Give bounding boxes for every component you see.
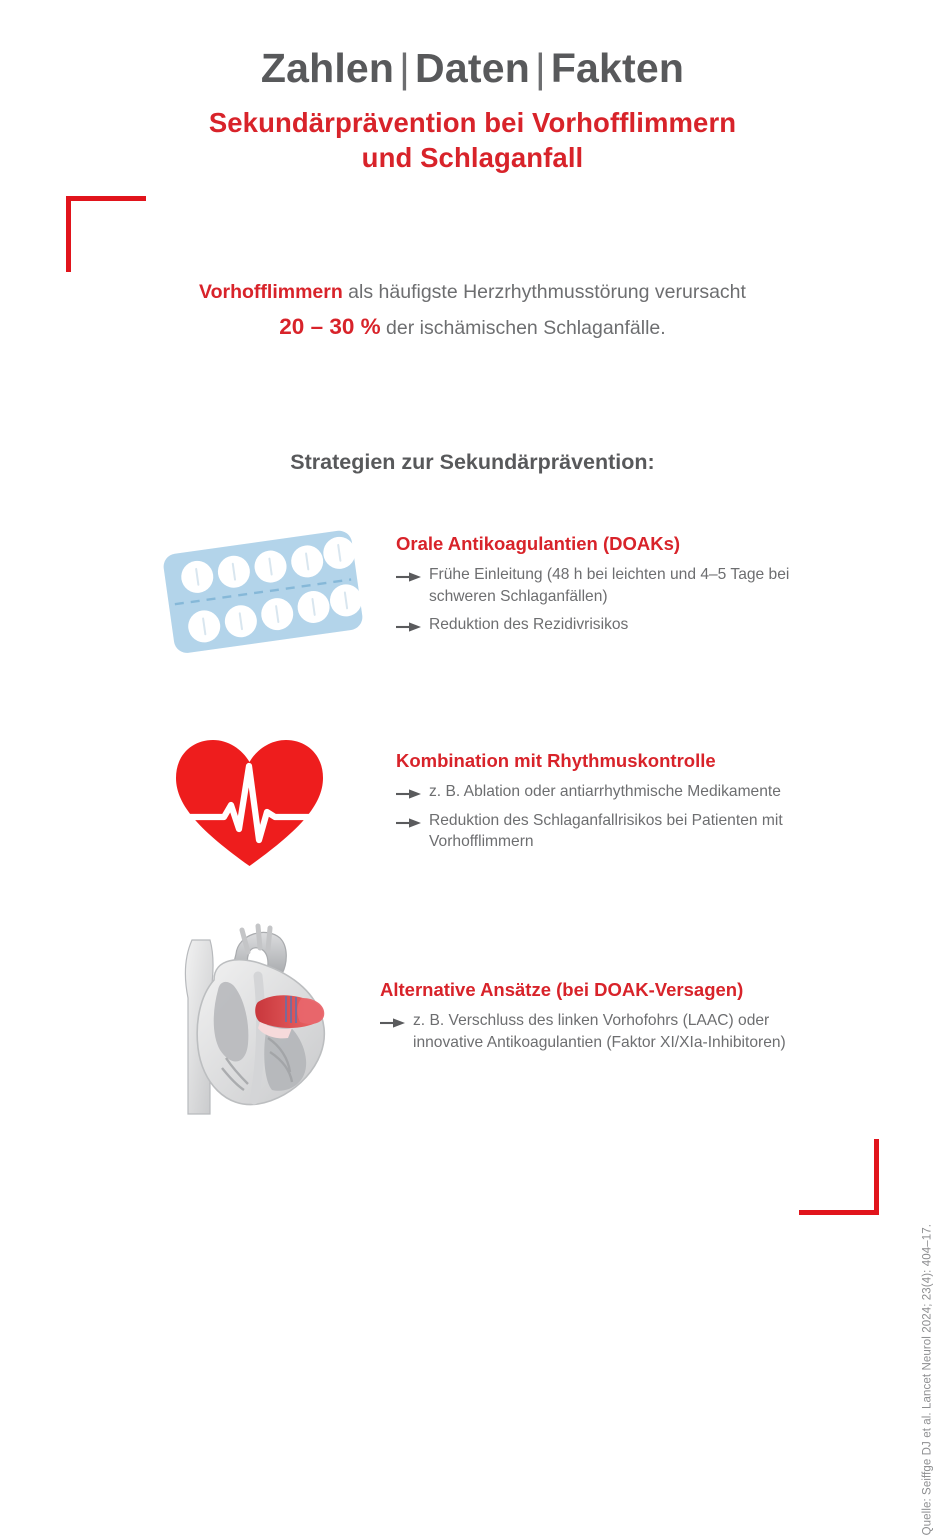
title-separator-2: | bbox=[534, 45, 546, 91]
strategy-title: Orale Antikoagulantien (DOAKs) bbox=[396, 533, 681, 554]
page-title-word-1: Zahlen bbox=[260, 45, 395, 91]
header bbox=[0, 46, 945, 176]
bracket-horizontal-bar bbox=[66, 196, 146, 201]
page-subtitle-line-1: Sekundärprävention bei Vorhofflimmern bbox=[208, 106, 737, 138]
arrow-right-icon bbox=[396, 572, 422, 582]
page-subtitle bbox=[0, 106, 945, 176]
intro-statement bbox=[0, 277, 945, 345]
strategy-title: Kombination mit Rhythmuskontrolle bbox=[396, 750, 716, 771]
arrow-right-icon bbox=[396, 789, 422, 799]
bracket-vertical-bar bbox=[66, 196, 71, 272]
arrow-right-icon bbox=[396, 622, 422, 632]
intro-line-2-text: der ischämischen Schlaganfälle. bbox=[380, 316, 666, 339]
corner-bracket-top-left bbox=[66, 196, 146, 272]
strategy-block-rhythm bbox=[0, 726, 945, 906]
strategy-text-doak bbox=[396, 532, 816, 636]
strategy-block-alternatives bbox=[0, 918, 945, 1138]
bullet-item bbox=[396, 781, 816, 803]
strategy-text-rhythm bbox=[396, 749, 816, 853]
bullet-text: Reduktion des Rezidivrisikos bbox=[429, 616, 629, 634]
blister-pack-icon bbox=[148, 524, 376, 665]
anatomical-heart-icon bbox=[162, 918, 362, 1128]
bullet-item bbox=[396, 564, 816, 607]
strategy-block-doak bbox=[0, 512, 945, 682]
bullet-text: z. B. Ablation oder antiarrhythmische Medikamente bbox=[429, 783, 781, 801]
page-title-word-2: Daten bbox=[415, 45, 530, 91]
intro-line-1-text: als häufigste Herzrhythmusstörung verursacht bbox=[342, 281, 746, 303]
bullet-item bbox=[380, 1010, 810, 1053]
arrow-right-icon bbox=[396, 818, 422, 828]
intro-line-2 bbox=[0, 309, 945, 345]
strategy-text-alternatives bbox=[380, 978, 810, 1053]
heart-pulse-icon bbox=[172, 732, 327, 877]
intro-line-1 bbox=[0, 277, 945, 309]
bullet-item bbox=[396, 614, 816, 636]
source-citation: Quelle: Seiffge DJ et al. Lancet Neurol 2024; 23(4): 404–17. bbox=[921, 1224, 933, 1535]
page-subtitle-line-2: und Schlaganfall bbox=[361, 141, 584, 173]
title-separator-1: | bbox=[399, 45, 411, 91]
intro-highlight-term: Vorhofflimmern bbox=[199, 281, 343, 303]
strategy-title: Alternative Ansätze (bei DOAK-Versagen) bbox=[380, 979, 744, 1000]
bullet-item bbox=[396, 810, 816, 853]
bracket-horizontal-bar bbox=[799, 1210, 879, 1215]
arrow-right-icon bbox=[380, 1018, 406, 1028]
bracket-vertical-bar bbox=[874, 1139, 879, 1215]
bullet-text: Reduktion des Schlaganfallrisikos bei Patienten mit Vorhofflimmern bbox=[429, 811, 783, 851]
bullet-text: z. B. Verschluss des linken Vorhofohrs (LAAC) oder innovative Antikoagulantien (Faktor XI/XIa-Inhibitoren) bbox=[413, 1012, 786, 1051]
intro-percentage: 20 – 30 % bbox=[279, 313, 381, 339]
strategies-heading: Strategien zur Sekundärprävention: bbox=[290, 450, 655, 474]
corner-bracket-bottom-right bbox=[799, 1139, 879, 1215]
bullet-text: Frühe Einleitung (48 h bei leichten und 4–5 Tage bei schweren Schlaganfällen) bbox=[429, 566, 790, 605]
page-title bbox=[0, 46, 945, 92]
page-title-word-3: Fakten bbox=[550, 45, 685, 91]
